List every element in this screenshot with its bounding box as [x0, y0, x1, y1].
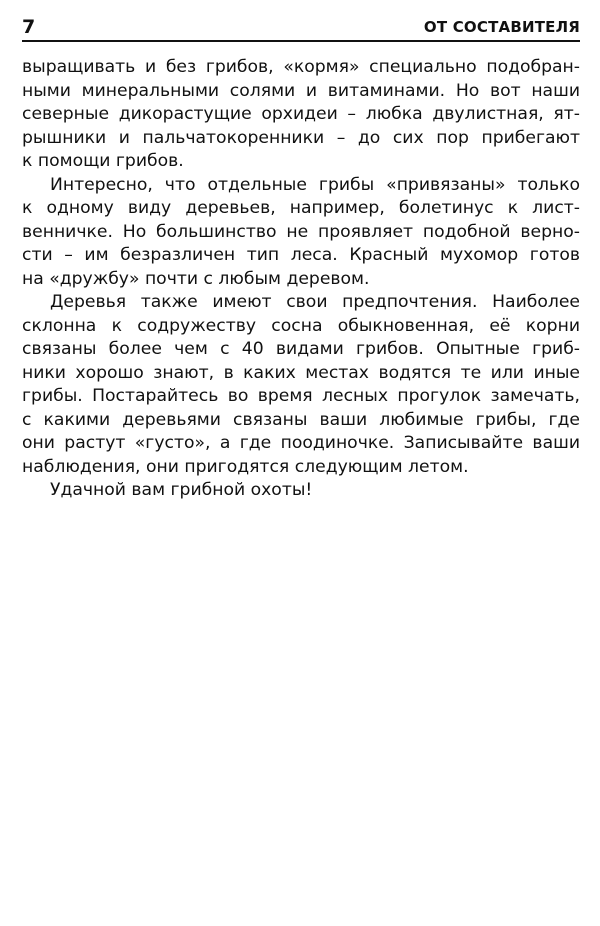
- text-line: выращивать и без грибов, «кормя» специально подобран-: [22, 57, 580, 77]
- text-line: ными минеральными солями и витаминами. Но вот наши: [22, 80, 580, 101]
- text-line: склонна к содружеству сосна обыкновенная, её корни: [22, 315, 580, 336]
- paragraph: [22, 174, 580, 292]
- text-line: рышники и пальчатокоренники – до сих пор прибегают: [22, 127, 580, 148]
- running-title: ОТ СОСТАВИТЕЛЯ: [423, 18, 580, 36]
- text-line: к одному виду деревьев, например, болетинус к лист-: [22, 198, 580, 218]
- text-line: Удачной вам грибной охоты!: [50, 480, 313, 500]
- paragraph: [22, 291, 580, 479]
- text-line: к помощи грибов.: [22, 151, 184, 171]
- page-number: 7: [22, 16, 36, 38]
- text-line: с какими деревьями связаны ваши любимые грибы, где: [22, 409, 580, 430]
- text-line: наблюдения, они пригодятся следующим летом.: [22, 456, 469, 477]
- text-line: на «дружбу» почти с любым деревом.: [22, 268, 370, 289]
- text-line: грибы. Постарайтесь во время лесных прогулок замечать,: [22, 386, 580, 406]
- text-line: Интересно, что отдельные грибы «привязаны» только: [50, 174, 580, 195]
- text-line: северные дикорастущие орхидеи – любка двулистная, ят-: [22, 104, 580, 124]
- text-line: ники хорошо знают, в каких местах водятся те или иные: [22, 362, 580, 383]
- page-header: [22, 14, 580, 42]
- text-line: связаны более чем с 40 видами грибов. Опытные гриб-: [22, 339, 580, 359]
- body-text: [22, 56, 580, 503]
- text-line: они растут «густо», а где поодиночке. Записывайте ваши: [22, 433, 580, 453]
- paragraph: [22, 56, 580, 174]
- text-line: Деревья также имеют свои предпочтения. Наиболее: [50, 292, 580, 312]
- paragraph: [22, 479, 580, 503]
- text-line: венничке. Но большинство не проявляет подобной верно-: [22, 221, 580, 242]
- text-line: сти – им безразличен тип леса. Красный мухомор готов: [22, 245, 580, 265]
